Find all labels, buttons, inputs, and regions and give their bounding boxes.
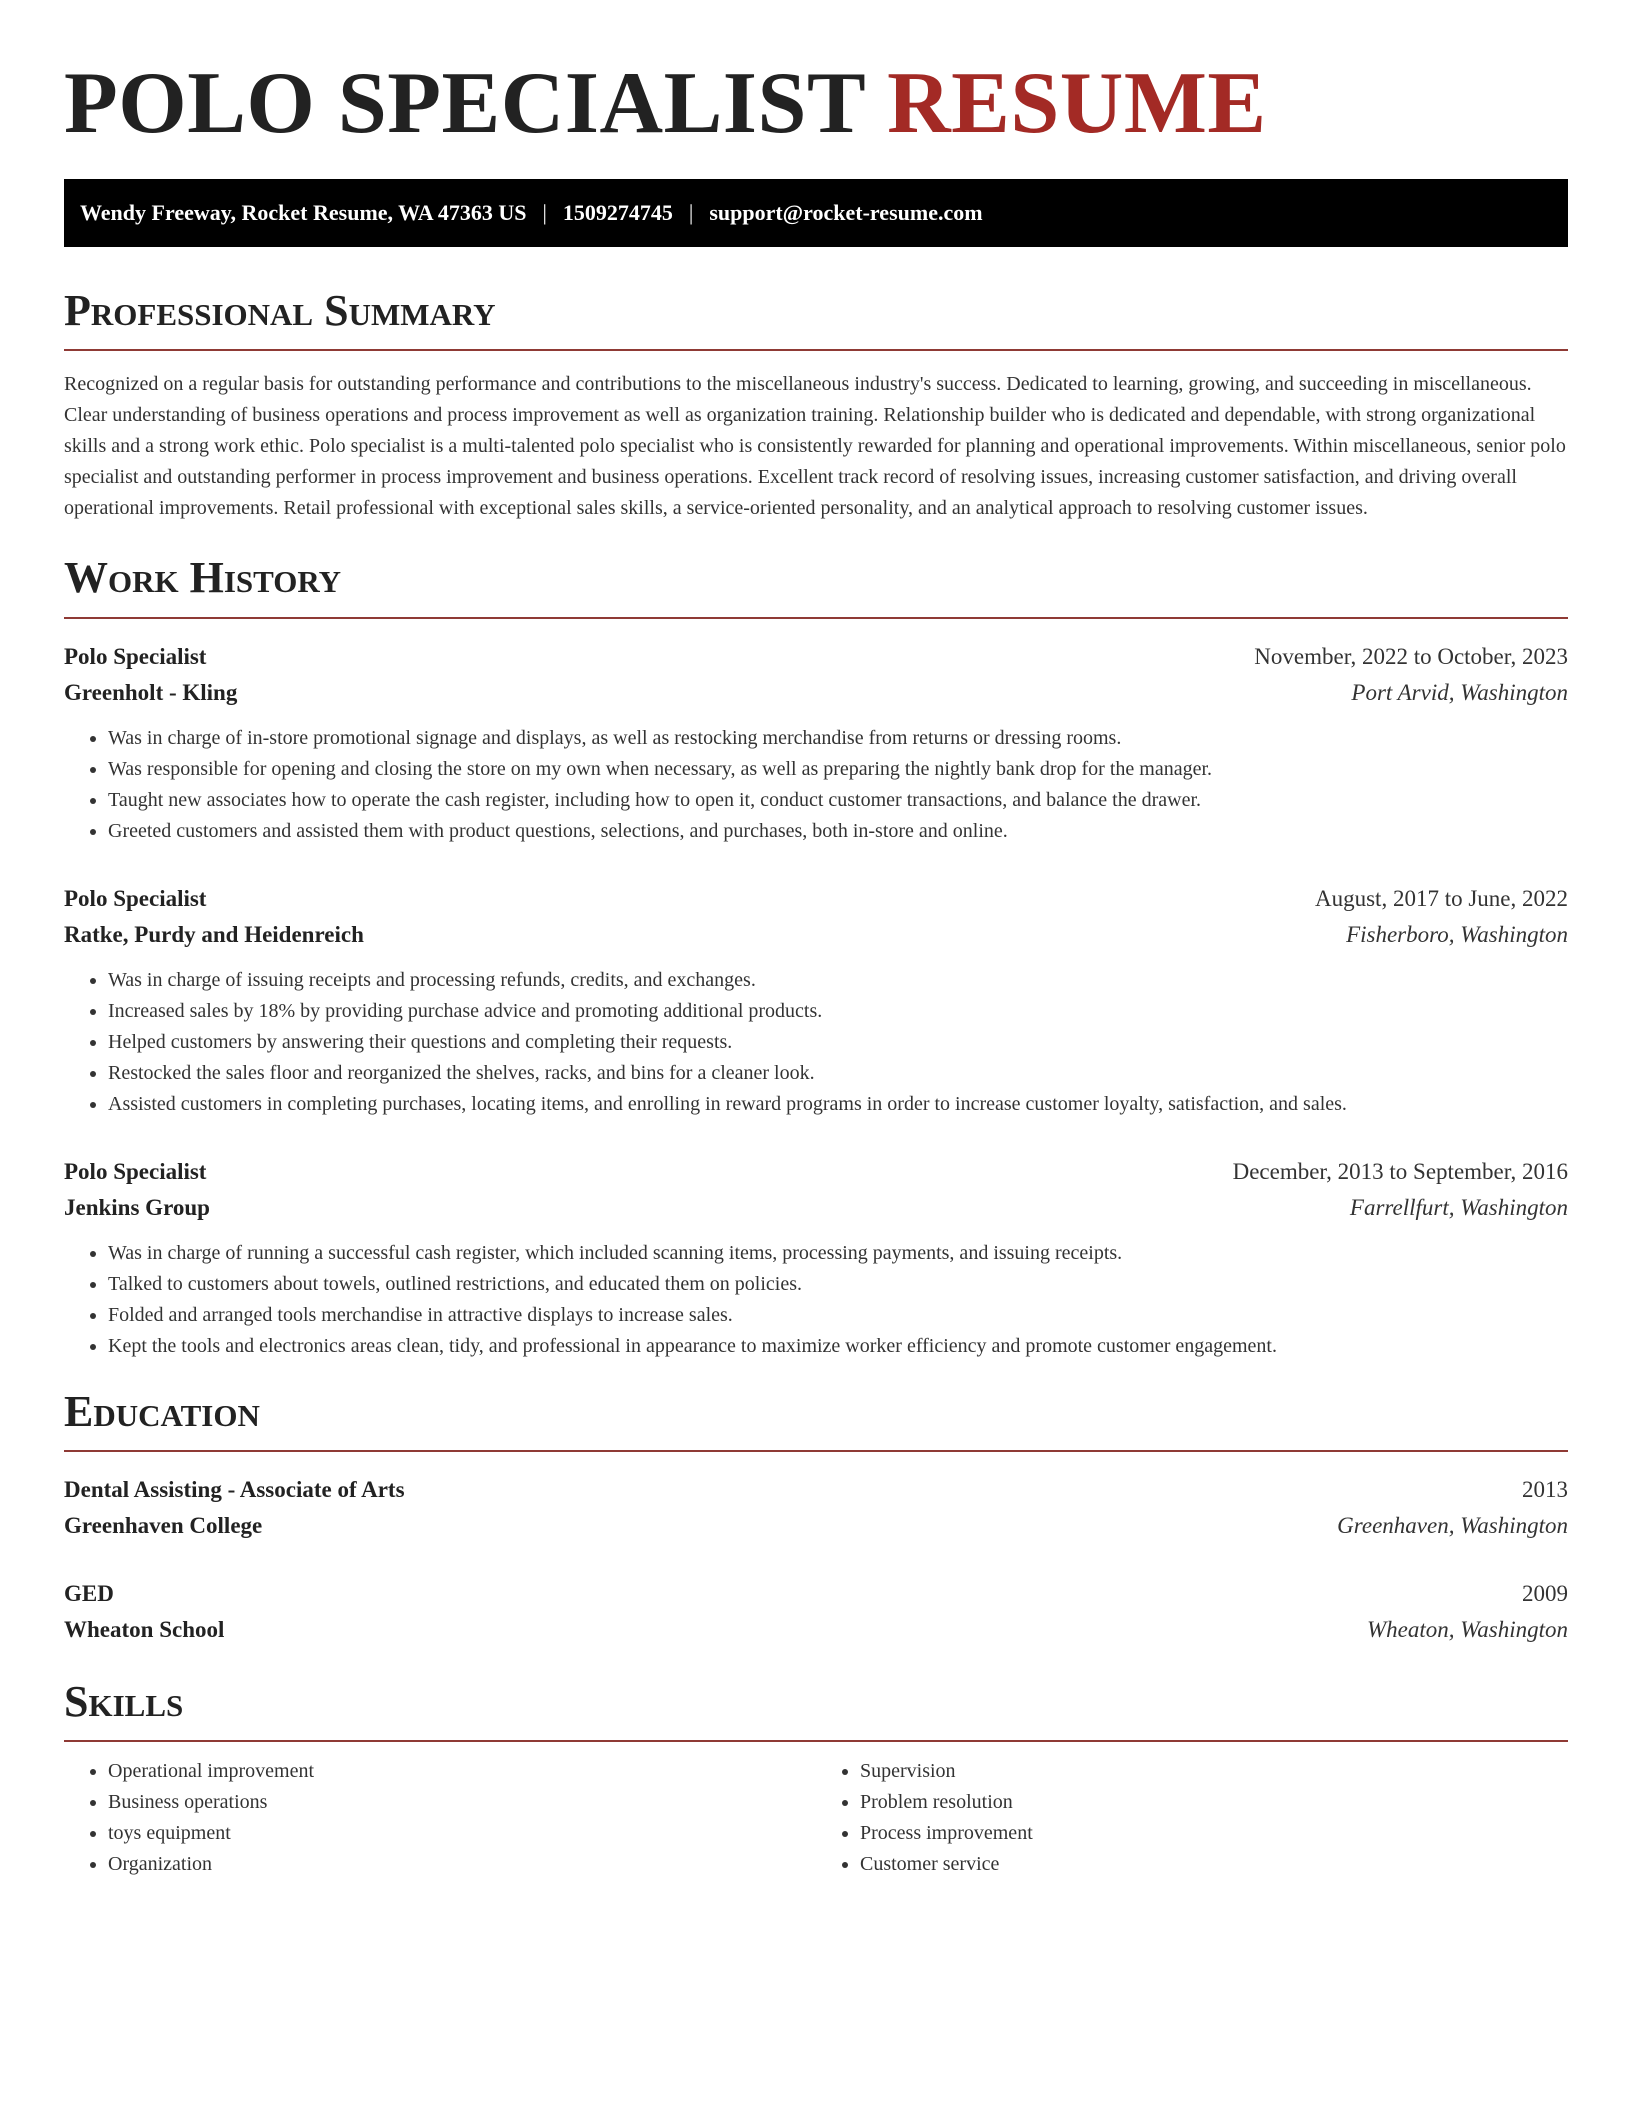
job-entry (64, 639, 1568, 847)
contact-separator: | (542, 199, 547, 225)
job-duty: • Assisted customers in completing purchases, locating items, and enrolling in reward programs in order to increase customer loyalty, satisfaction, and sales. (108, 1089, 1568, 1120)
job-title: Polo Specialist (64, 1158, 207, 1184)
skill-item: • Supervision (860, 1756, 1568, 1787)
job-title: Polo Specialist (64, 885, 207, 911)
job-entry (64, 881, 1568, 1120)
education-degree-row (64, 1472, 1568, 1508)
job-title-row (64, 881, 1568, 917)
job-title-row (64, 1154, 1568, 1190)
title-main: POLO SPECIALIST (64, 55, 865, 152)
skill-item: • Process improvement (860, 1818, 1568, 1849)
contact-email[interactable]: support@rocket-resume.com (709, 199, 983, 225)
education-degree: Dental Assisting - Associate of Arts (64, 1476, 405, 1502)
contact-phone[interactable]: 1509274745 (562, 199, 673, 225)
education-school: Wheaton School (64, 1616, 225, 1642)
job-dates: August, 2017 to June, 2022 (1315, 885, 1568, 911)
job-company-row (64, 1190, 1568, 1226)
education-location: Wheaton, Washington (1366, 1616, 1568, 1642)
education-school-row (64, 1612, 1568, 1648)
skill-item: • Operational improvement (108, 1756, 816, 1787)
education-degree-row (64, 1576, 1568, 1612)
job-duty: • Kept the tools and electronics areas clean, tidy, and professional in appearance to maximize worker efficiency and promote customer engagement. (108, 1331, 1568, 1362)
job-company: Greenholt - Kling (64, 679, 238, 705)
contact-separator: | (688, 199, 694, 225)
job-entry (64, 1154, 1568, 1362)
education-section (64, 1388, 1568, 1648)
job-title: Polo Specialist (64, 643, 207, 669)
work-history-section (64, 554, 1568, 1361)
education-degree: GED (64, 1580, 114, 1606)
job-duty: • Increased sales by 18% by providing purchase advice and promoting additional products. (108, 996, 1568, 1027)
education-entry (64, 1576, 1568, 1648)
title-accent: RESUME (887, 55, 1267, 152)
skill-item: • Organization (108, 1849, 816, 1880)
job-dates: November, 2022 to October, 2023 (1254, 643, 1568, 669)
job-company-row (64, 675, 1568, 711)
job-company: Jenkins Group (64, 1194, 210, 1220)
job-duty: • Was in charge of in-store promotional signage and displays, as well as restocking merchandise from returns or dressing rooms. (108, 723, 1568, 754)
job-duty: • Restocked the sales floor and reorganized the shelves, racks, and bins for a cleaner look. (108, 1058, 1568, 1089)
skills-list-right (816, 1756, 1568, 1880)
job-duty: • Taught new associates how to operate the cash register, including how to open it, conduct customer transactions, and balance the drawer. (108, 785, 1568, 816)
job-duties-list (64, 723, 1568, 847)
resume-title (64, 56, 1568, 153)
job-duty: • Greeted customers and assisted them with product questions, selections, and purchases, both in-store and online. (108, 816, 1568, 847)
job-company: Ratke, Purdy and Heidenreich (64, 921, 364, 947)
skills-list-left (64, 1756, 816, 1880)
contact-address: Wendy Freeway, Rocket Resume, WA 47363 US (80, 199, 527, 225)
education-location: Greenhaven, Washington (1337, 1512, 1568, 1538)
skills-section (64, 1678, 1568, 1880)
education-year: 2009 (1522, 1580, 1568, 1606)
job-duty: • Was in charge of running a successful cash register, which included scanning items, processing payments, and issuing receipts. (108, 1238, 1568, 1269)
section-heading: Education (64, 1388, 1568, 1452)
skill-item: • Customer service (860, 1849, 1568, 1880)
job-duty: • Was in charge of issuing receipts and processing refunds, credits, and exchanges. (108, 965, 1568, 996)
education-school-row (64, 1508, 1568, 1544)
skills-columns (64, 1756, 1568, 1880)
education-entry (64, 1472, 1568, 1544)
section-heading: Professional Summary (64, 287, 1568, 351)
section-heading: Work History (64, 554, 1568, 618)
job-duty: • Talked to customers about towels, outlined restrictions, and educated them on policies. (108, 1269, 1568, 1300)
job-location: Fisherboro, Washington (1346, 921, 1568, 947)
job-dates: December, 2013 to September, 2016 (1232, 1158, 1568, 1184)
job-duty: • Was responsible for opening and closing the store on my own when necessary, as well as preparing the nightly bank drop for the manager. (108, 754, 1568, 785)
job-title-row (64, 639, 1568, 675)
job-location: Port Arvid, Washington (1351, 679, 1568, 705)
skill-item: • Business operations (108, 1787, 816, 1818)
section-heading: Skills (64, 1678, 1568, 1742)
summary-section (64, 287, 1568, 524)
job-location: Farrellfurt, Washington (1349, 1194, 1568, 1220)
education-school: Greenhaven College (64, 1512, 263, 1538)
job-duty: • Helped customers by answering their questions and completing their requests. (108, 1027, 1568, 1058)
job-duties-list (64, 1238, 1568, 1362)
job-duties-list (64, 965, 1568, 1120)
job-company-row (64, 917, 1568, 953)
contact-bar (64, 179, 1568, 247)
job-duty: • Folded and arranged tools merchandise in attractive displays to increase sales. (108, 1300, 1568, 1331)
education-year: 2013 (1522, 1476, 1568, 1502)
skill-item: • Problem resolution (860, 1787, 1568, 1818)
skill-item: • toys equipment (108, 1818, 816, 1849)
summary-text: Recognized on a regular basis for outstanding performance and contributions to the miscellaneous industry's success. Dedicated to learning, growing, and succeeding in miscellaneous. Clear understanding of business operations and process improvement as well as organization training. Relationship builder who is dedicated and dependable, with strong organizational skills and a strong work ethic. Polo specialist is a multi-talented polo specialist who is consistently rewarded for planning and operational improvements. Within miscellaneous, senior polo specialist and outstanding performer in process improvement and business operations. Excellent track record of resolving issues, increasing customer satisfaction, and driving overall operational improvements. Retail professional with exceptional sales skills, a service-oriented personality, and an analytical approach to resolving customer issues. (64, 373, 1566, 520)
